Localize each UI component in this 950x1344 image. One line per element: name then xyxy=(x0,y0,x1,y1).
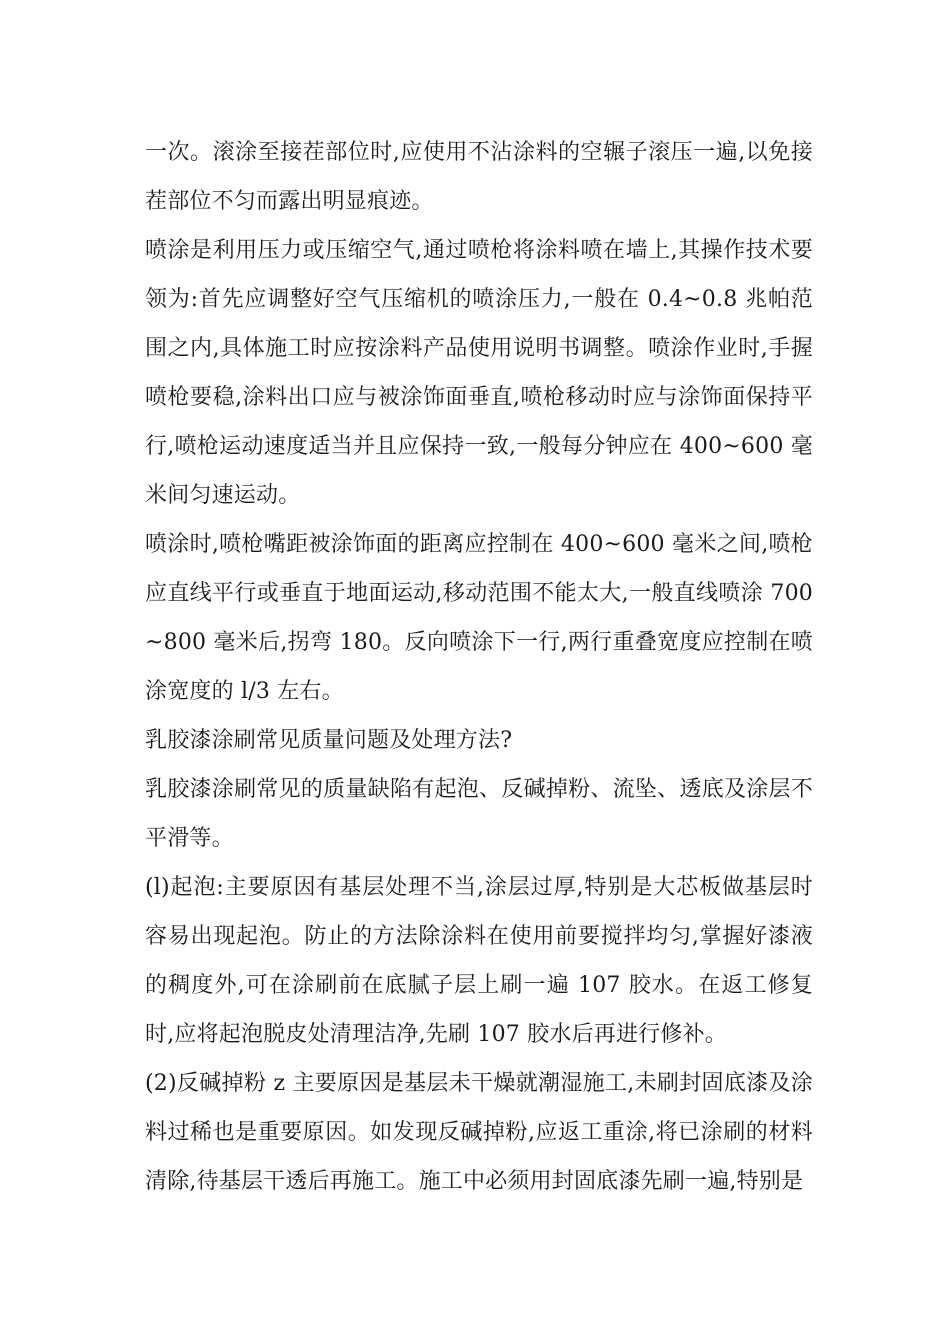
paragraph-roller-joint: 一次。滚涂至接茬部位时,应使用不沾涂料的空辗子滚压一遍,以免接茬部位不匀而露出明显痕迹。 xyxy=(145,140,813,214)
paragraph-efflorescence: (2)反碱掉粉 z 主要原因是基层未干燥就潮湿施工,未刷封固底漆及涂料过稀也是重要原因。如发现反碱掉粉,应返工重涂,将已涂刷的材料清除,待基层干透后再施工。施工中必须用封固底漆先刷一遍,特别是 xyxy=(145,1071,813,1194)
document-body xyxy=(145,128,813,1206)
paragraph-blistering: (l)起泡:主要原因有基层处理不当,涂层过厚,特别是大芯板做基层时容易出现起泡。防止的方法除涂料在使用前要搅拌均匀,掌握好漆液的稠度外,可在涂刷前在底腻子层上刷一遍 107 胶水。在返工修复时,应将起泡脱皮处清理洁净,先刷 107 胶水后再进行修补。 xyxy=(145,875,813,1047)
paragraph-spray-technique: 喷涂是利用压力或压缩空气,通过喷枪将涂料喷在墙上,其操作技术要领为:首先应调整好空气压缩机的喷涂压力,一般在 0.4~0.8 兆帕范围之内,具体施工时应按涂料产品使用说明书调整。喷涂作业时,手握喷枪要稳,涂料出口应与被涂饰面垂直,喷枪移动时应与涂饰面保持平行,喷枪运动速度适当并且应保持一致,一般每分钟应在 400~600 毫米间匀速运动。 xyxy=(145,238,813,508)
paragraph-spray-distance: 喷涂时,喷枪嘴距被涂饰面的距离应控制在 400~600 毫米之间,喷枪应直线平行或垂直于地面运动,移动范围不能太大,一般直线喷涂 700~800 毫米后,拐弯 180。反向喷涂下一行,两行重叠宽度应控制在喷涂宽度的 l/3 左右。 xyxy=(145,532,813,704)
paragraph-defects-overview: 乳胶漆涂刷常见的质量缺陷有起泡、反碱掉粉、流坠、透底及涂层不平滑等。 xyxy=(145,777,813,851)
section-heading-latex-quality: 乳胶漆涂刷常见质量问题及处理方法? xyxy=(145,728,513,753)
